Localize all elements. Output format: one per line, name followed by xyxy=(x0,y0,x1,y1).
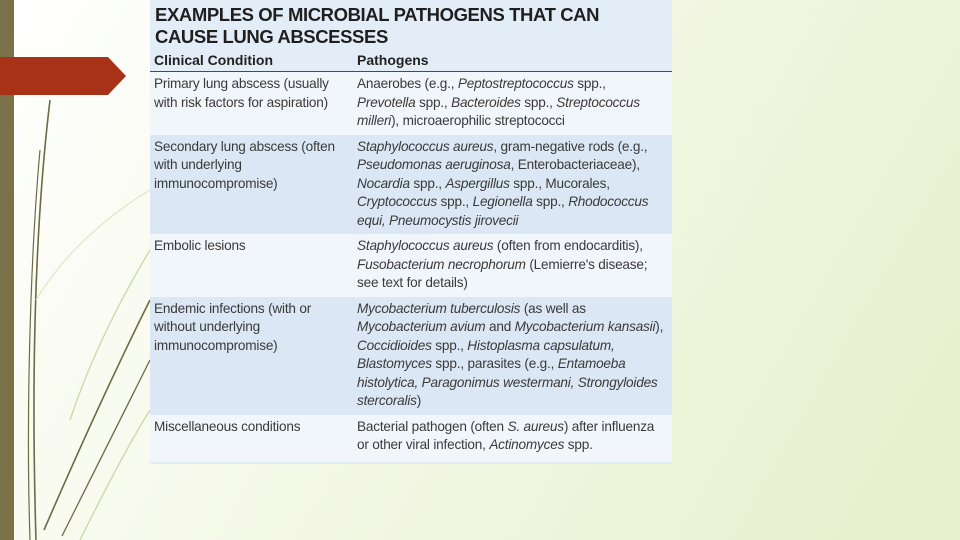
pathogen-text: ) after influenza or other viral infection, xyxy=(357,418,655,452)
pathogen-text: spp. xyxy=(564,437,593,452)
pathogen-text: spp., Mucorales, xyxy=(509,175,610,191)
pathogen-text: (Lemierre's disease; see text for details) xyxy=(357,256,648,290)
pathogen-text: spp., xyxy=(415,94,452,110)
italic-taxon-text: Aspergillus xyxy=(445,175,510,191)
condition-cell: Miscellaneous conditions xyxy=(150,415,353,462)
italic-taxon-text: Staphylococcus aureus xyxy=(357,238,494,253)
italic-taxon-text: Mycobacterium avium xyxy=(357,319,486,334)
table-row xyxy=(150,297,672,415)
arrow-tab-decoration xyxy=(0,57,126,95)
pathogen-text: spp., xyxy=(436,194,473,209)
table-title: EXAMPLES OF MICROBIAL PATHOGENS THAT CAN CAUSE LUNG ABSCESSES xyxy=(155,4,600,47)
pathogen-table-panel xyxy=(150,0,672,464)
italic-taxon-text: Histoplasma capsulatum, Blastomyces xyxy=(357,337,615,371)
pathogen-text: spp., xyxy=(409,175,446,191)
pathogens-cell xyxy=(353,297,672,415)
table-header-row xyxy=(150,48,672,72)
pathogen-text: ), xyxy=(655,319,664,334)
italic-taxon-text: Staphylococcus aureus xyxy=(357,138,494,154)
italic-taxon-text: Peptostreptococcus xyxy=(457,76,574,91)
pathogen-text: spp., xyxy=(573,76,606,91)
italic-taxon-text: Nocardia xyxy=(357,175,410,191)
pathogen-text: spp., xyxy=(532,194,569,209)
pathogen-text: Anaerobes (e.g., xyxy=(357,76,458,91)
pathogen-text: and xyxy=(485,319,515,334)
italic-taxon-text: Legionella xyxy=(472,194,533,209)
italic-taxon-text: S. aureus xyxy=(507,418,564,434)
italic-taxon-text: Prevotella xyxy=(357,94,416,110)
italic-taxon-text: Mycobacterium kansasii xyxy=(514,319,656,334)
pathogen-text: (often from endocarditis), xyxy=(493,238,643,253)
pathogen-text: ) xyxy=(416,393,422,408)
italic-taxon-text: Bacteroides xyxy=(451,94,521,110)
table-row xyxy=(150,415,672,462)
pathogen-text: Bacterial pathogen (often xyxy=(357,418,508,434)
pathogen-text: (as well as xyxy=(520,300,586,316)
pathogen-text: spp., xyxy=(520,94,557,110)
pathogens-cell xyxy=(353,135,672,235)
italic-taxon-text: Actinomyces xyxy=(489,437,565,452)
table-row xyxy=(150,72,672,135)
table-row xyxy=(150,135,672,235)
pathogen-text: ), microaerophilic streptococci xyxy=(391,113,565,128)
header-pathogens: Pathogens xyxy=(353,48,672,72)
header-clinical-condition: Clinical Condition xyxy=(150,48,353,72)
pathogen-text: , gram-negative rods (e.g., xyxy=(493,138,648,154)
italic-taxon-text: Rhodococcus equi, Pneumocystis jirovecii xyxy=(357,194,649,228)
italic-taxon-text: Streptococcus milleri xyxy=(357,94,640,128)
italic-taxon-text: Mycobacterium tuberculosis xyxy=(357,300,521,316)
condition-cell: Embolic lesions xyxy=(150,234,353,297)
italic-taxon-text: Coccidioides xyxy=(357,337,432,353)
pathogen-text: spp., xyxy=(431,337,468,353)
pathogens-cell xyxy=(353,234,672,297)
table-row xyxy=(150,234,672,297)
pathogen-text: , Enterobacteriaceae), xyxy=(510,157,640,172)
italic-taxon-text: Fusobacterium necrophorum xyxy=(357,256,526,272)
condition-cell: Endemic infections (with or without underlying immunocompromise) xyxy=(150,297,353,415)
pathogen-text: spp., parasites (e.g., xyxy=(431,356,558,371)
italic-taxon-text: Entamoeba histolytica, Paragonimus westermani, Strongyloides stercoralis xyxy=(357,356,658,408)
pathogens-cell xyxy=(353,415,672,462)
condition-cell: Primary lung abscess (usually with risk factors for aspiration) xyxy=(150,72,353,135)
pathogens-cell xyxy=(353,72,672,135)
pathogen-table xyxy=(150,48,672,462)
italic-taxon-text: Pseudomonas aeruginosa xyxy=(357,157,511,172)
condition-cell: Secondary lung abscess (often with underlying immunocompromise) xyxy=(150,135,353,235)
italic-taxon-text: Cryptococcus xyxy=(357,194,437,209)
